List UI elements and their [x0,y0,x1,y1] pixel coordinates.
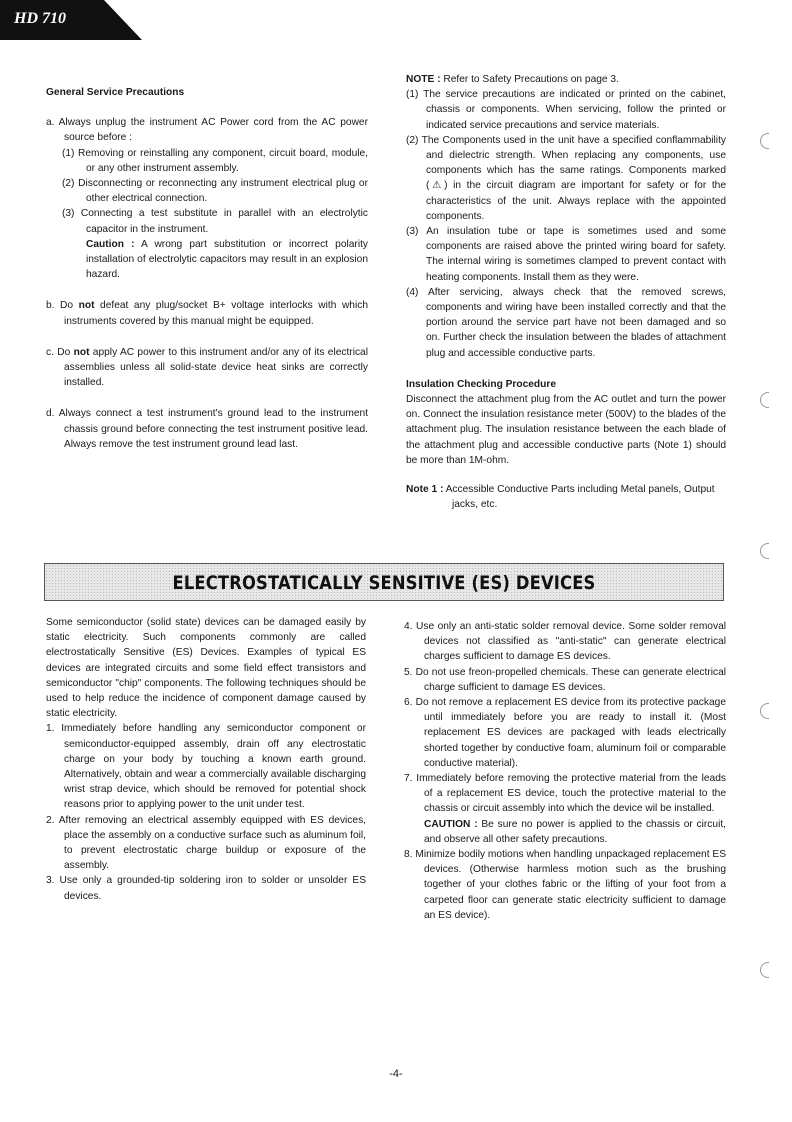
note-section [406,72,726,512]
binding-hole-mark [760,543,769,559]
es-item-4: 4. Use only an anti-static solder removal device. Some solder removal devices not classified as "anti-static" can generate electrical charges sufficient to damage ES devices. [404,621,726,663]
note-item-2: (2) The Components used in the unit have a specified conflammability and dielectric strength. When replacing any components, use components which has the same ratings. Components marked (⚠) in the circuit diagram are important for safety or for the characteristics of the unit. Always replace with the appointed components. [406,134,726,222]
es-item-7: 7. Immediately before removing the protective material from the leads of a replacement ES device, touch the protective material to the chassis or circuit assembly into which the device wil be installed. [404,773,726,815]
note-1: Note 1 : Accessible Conductive Parts including Metal panels, Output jacks, etc. [406,484,715,511]
es-banner-title: ELECTROSTATICALLY SENSITIVE (ES) DEVICES [172,572,596,594]
binding-hole-mark [760,392,769,408]
es-item-1: 1. Immediately before handling any semiconductor component or semiconductor-equipped assembly, drain off any electrostatic charge on your body by touching a known earth ground. Alternatively, obtain and wear a commercially available discharging wrist strap device, which should be removed for potential shock reasons prior to applying power to the unit under test. [46,723,366,811]
es-item-3: 3. Use only a grounded-tip soldering iron to solder or unsolder ES devices. [46,875,366,902]
es-item-5: 5. Do not use freon-propelled chemicals. These can generate electrical charge sufficient to damage ES devices. [404,666,726,693]
insulation-title: Insulation Checking Procedure [406,378,557,390]
es-item-8: 8. Minimize bodily motions when handling unpackaged replacement ES devices. (Otherwise harmless motion such as the brushing together of your clothes fabric or the lifting of your foot from a carpeted floor can generate static electricity sufficient to damage an ES device). [404,849,726,921]
note-item-1: (1) The service precautions are indicated or printed on the cabinet, chassis or components. When servicing, follow the printed or indicated service precautions and service materials. [406,89,726,131]
es-banner [44,563,724,601]
binding-hole-mark [760,133,769,149]
insulation-text: Disconnect the attachment plug from the AC outlet and turn the power on. Connect the insulation resistance meter (500V) to the blades of the attachment plug. The insulation resistance between the each blade of the attachment plug and accessible conductive parts (Note 1) should be more than 1M-ohm. [406,394,726,466]
es-right-column [404,619,726,923]
note-intro: NOTE : Refer to Safety Precautions on page 3. [406,74,619,85]
es-caution: CAUTION : Be sure no power is applied to the chassis or circuit, and observe all other safety precautions. [424,818,726,845]
es-intro: Some semiconductor (solid state) devices can be damaged easily by static electricity. Such components commonly are called electrostatically Sensitive (ES) Devices. Examples of typical ES devices are integrated circuits and some field effect transistors and semiconductor "chip" components. The following techniques should be used to help reduce the incidence of component damage caused by static electricity. [46,617,366,720]
note-item-3: (3) An insulation tube or tape is sometimes used and some components are raised above the printed wiring board for safety. The internal wiring is sometimes clamped to prevent contact with heating components. Install them as they were. [406,226,726,283]
item-d: d. Always connect a test instrument's ground lead to the instrument chassis ground before connecting the test instrument positive lead. Always remove the test instrument ground lead last. [46,408,368,450]
binding-hole-mark [760,703,769,719]
page-number: -4- [389,1068,403,1080]
general-precautions [46,85,368,452]
binding-hole-mark [760,962,769,978]
note-item-4: (4) After servicing, always check that the removed screws, components and wiring have been installed correctly and that the portion around the service part have not been damaged and so on. Further check the insulation between the blades of attachment plug and accessible conductive parts. [406,286,726,359]
caution-note: Caution : A wrong part substitution or incorrect polarity installation of electrolytic capacitors may result in an explosion hazard. [86,238,369,281]
item-a3: (3) Connecting a test substitute in parallel with an electrolytic capacitor in the instrument. [62,208,368,235]
es-item-2: 2. After removing an electrical assembly equipped with ES devices, place the assembly on a conductive surface such as aluminum foil, to prevent electrostatic charge buildup or exposure of the assembly. [46,814,366,872]
general-title: General Service Precautions [46,87,185,98]
item-a2: (2) Disconnecting or reconnecting any instrument electrical plug or other electrical connection. [62,178,368,205]
item-a1: (1) Removing or reinstalling any component, circuit board, module, or any other instrument assembly. [62,147,368,174]
item-c: c. Do not apply AC power to this instrument and/or any of its electrical assemblies unless all solid-state device heat sinks are correctly installed. [46,346,368,389]
item-a: a. Always unplug the instrument AC Power cord from the AC power source before : [46,117,368,144]
item-b: b. Do not defeat any plug/socket B+ voltage interlocks with which instruments covered by this manual might be equipped. [46,300,368,327]
es-left-column [46,615,366,904]
model-label: HD 710 [14,10,66,27]
es-item-6: 6. Do not remove a replacement ES device from its protective package until immediately before you are ready to install it. (Most replacement ES devices are packaged with leads electrically shorted together by conductive foam, aluminum foil or comparable conductive material). [404,697,726,769]
